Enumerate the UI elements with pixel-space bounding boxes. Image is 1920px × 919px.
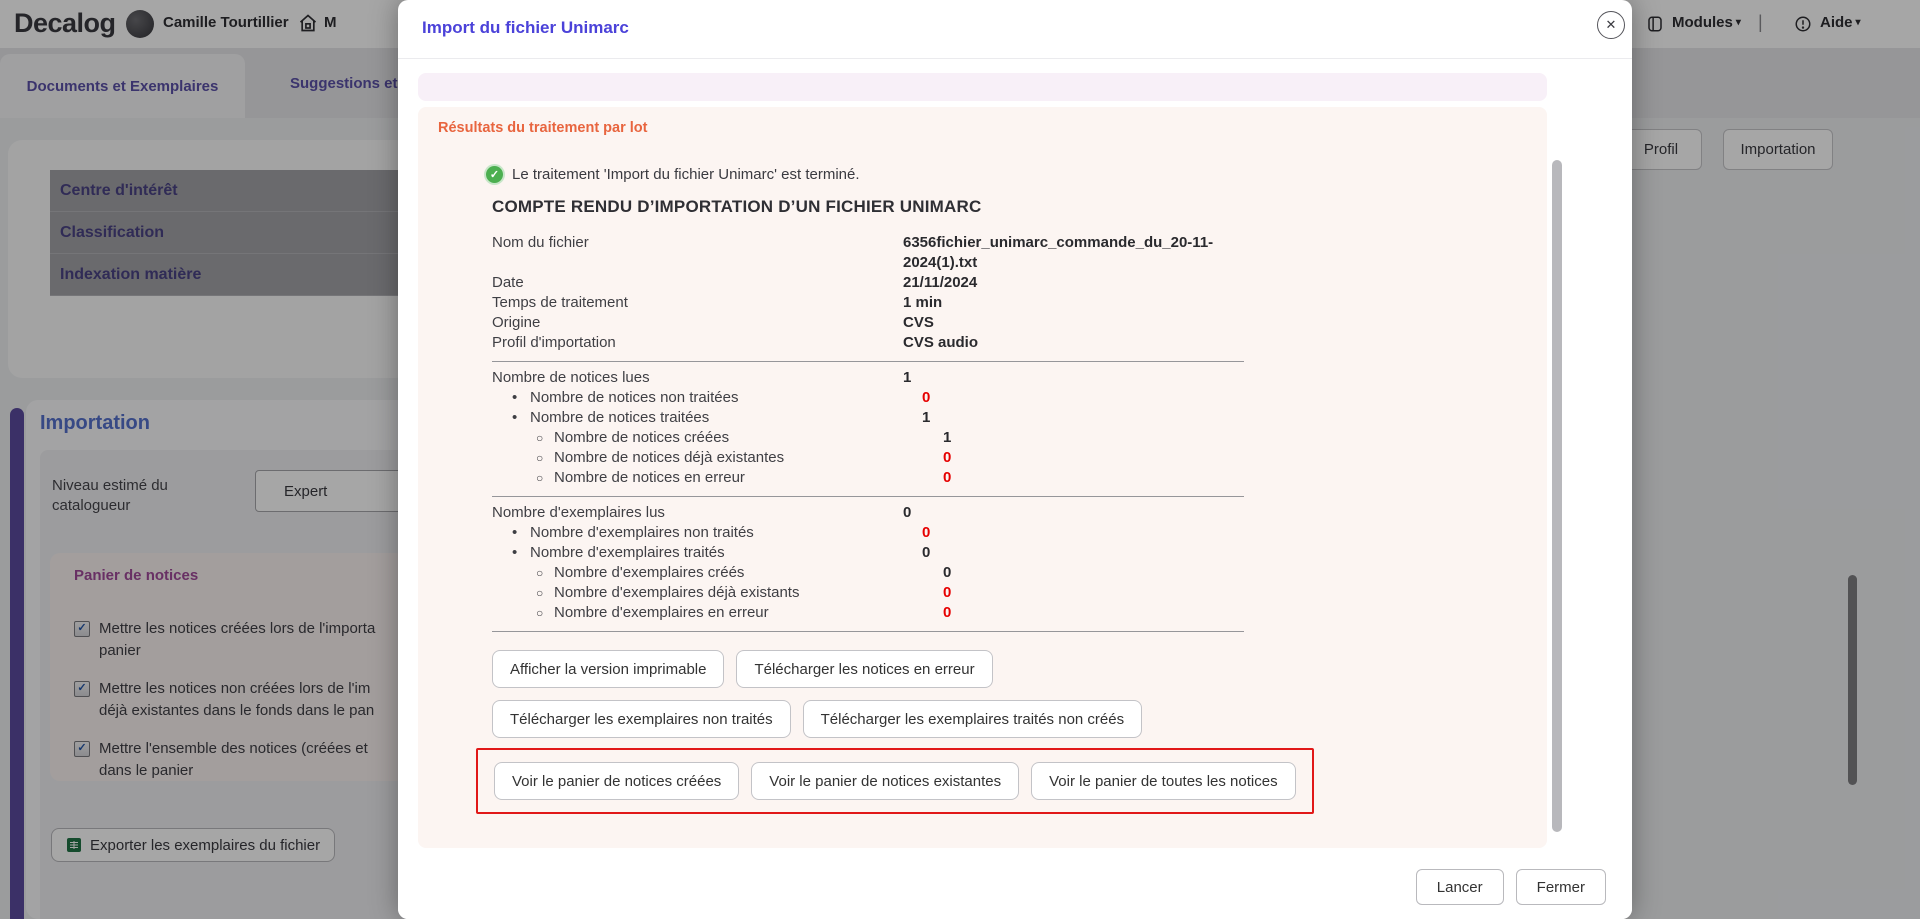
bullet-icon [536,583,554,603]
info-label: Temps de traitement [492,294,628,311]
info-value: 21/11/2024 [903,274,978,291]
action-button[interactable]: Afficher la version imprimable [492,650,724,688]
stat-value: 0 [922,544,931,561]
stat-value: 1 [922,409,931,426]
info-value: CVS [903,314,934,331]
stat-row [492,448,1262,468]
panier-checkbox-item[interactable]: ✓ Mettre les notices créées lors de l'importa panier [74,618,406,662]
stat-row [492,368,1262,388]
stat-label: Nombre de notices créées [554,429,730,446]
stat-value: 0 [943,469,952,486]
action-buttons-row-1 [492,650,1547,688]
fermer-button[interactable]: Fermer [1516,869,1606,905]
results-panel [418,107,1547,848]
stat-value: 0 [943,564,952,581]
report-info-row [492,313,1262,333]
divider [492,361,1244,362]
stat-value: 0 [943,584,952,601]
info-label: Profil d'importation [492,334,616,351]
sidebar-item[interactable]: Centre d'intérêt [50,170,410,212]
section-title: Importation [40,412,150,434]
bullet-icon [536,448,554,468]
chevron-down-icon: ▾ [1735,17,1741,28]
stat-row [492,523,1262,543]
modules-menu[interactable]: Modules ▾ [1672,14,1741,31]
import-unimarc-modal [398,0,1632,919]
stat-value: 0 [922,389,931,406]
app-logo[interactable]: Decalog [14,8,116,38]
voir-panier-button[interactable]: Voir le panier de toutes les notices [1031,762,1295,800]
report-info-row [492,293,1262,313]
stat-row [492,388,1262,408]
stat-label: Nombre de notices déjà existantes [554,449,785,466]
annotation-highlight-box [476,748,1314,814]
bullet-icon [536,468,554,488]
stat-label: Nombre d'exemplaires traités [530,544,725,561]
bullet-icon [536,563,554,583]
lancer-button[interactable]: Lancer [1416,869,1504,905]
modal-title: Import du fichier Unimarc [422,18,629,37]
stat-row [492,503,1262,523]
stat-label: Nombre d'exemplaires créés [554,564,745,581]
voir-panier-button[interactable]: Voir le panier de notices existantes [751,762,1019,800]
modal-subheader-strip [418,73,1547,101]
panier-title: Panier de notices [74,567,199,584]
report-info-table [492,233,1262,353]
status-message: Le traitement 'Import du fichier Unimarc' est terminé. [512,166,860,183]
truncated-menu-item[interactable]: M [324,14,337,31]
chevron-down-icon: ▾ [1855,17,1861,28]
stat-label: Nombre de notices en erreur [554,469,745,486]
exemplaires-stats [492,503,1262,623]
bullet-icon [512,523,530,543]
info-value: 6356fichier_unimarc_commande_du_20-11-2024(1).txt [903,234,1214,271]
action-buttons-row-2 [492,700,1547,738]
report-info-row [492,333,1262,353]
stat-value: 1 [943,429,952,446]
bullet-icon [536,603,554,623]
stat-label: Nombre d'exemplaires en erreur [554,604,769,621]
info-value: CVS audio [903,334,979,351]
panier-checkbox-item[interactable]: ✓ Mettre l'ensemble des notices (créées et dans le panier [74,738,406,782]
topbar-divider: | [1758,12,1763,32]
panier-checkbox-item[interactable]: ✓ Mettre les notices non créées lors de l'im déjà existantes dans le fonds dans le pan [74,678,406,722]
report-info-row [492,233,1262,273]
action-button[interactable]: Télécharger les notices en erreur [736,650,992,688]
stat-label: Nombre de notices lues [492,369,650,386]
info-label: Date [492,274,524,291]
results-title: Résultats du traitement par lot [438,120,648,136]
stat-value: 0 [903,504,912,521]
stat-row [492,603,1262,623]
modal-scrollbar-thumb[interactable] [1552,160,1562,832]
stat-label: Nombre d'exemplaires lus [492,504,665,521]
stat-label: Nombre de notices non traitées [530,389,739,406]
modal-header [398,0,1632,59]
divider [492,631,1244,632]
report-heading: COMPTE RENDU D’IMPORTATION D’UN FICHIER UNIMARC [492,197,982,216]
stat-label: Nombre d'exemplaires déjà existants [554,584,800,601]
stat-row [492,583,1262,603]
info-value: 1 min [903,294,943,311]
action-button[interactable]: Télécharger les exemplaires traités non créés [803,700,1142,738]
user-name[interactable]: Camille Tourtillier [163,14,289,31]
sidebar-item[interactable]: Indexation matière [50,254,410,296]
stat-value: 1 [903,369,912,386]
success-check-icon: ✓ [486,166,503,183]
stat-label: Nombre d'exemplaires non traités [530,524,754,541]
stat-row [492,468,1262,488]
status-row [486,166,1547,183]
stat-label: Nombre de notices traitées [530,409,710,426]
stat-value: 0 [943,449,952,466]
bullet-icon [512,408,530,428]
export-exemplaires-button[interactable]: Exporter les exemplaires du fichier [51,828,335,862]
aide-menu[interactable]: Aide ▾ [1820,14,1861,31]
profil-button[interactable]: Profil [1620,129,1702,170]
niveau-select[interactable]: Expert [255,470,425,512]
notices-stats [492,368,1262,488]
modal-footer [398,855,1632,919]
voir-panier-button[interactable]: Voir le panier de notices créées [494,762,739,800]
tab-suggestions[interactable]: Suggestions et [290,74,398,92]
niveau-label: Niveau estimé du catalogueur [52,477,168,514]
stat-row [492,428,1262,448]
stat-value: 0 [922,524,931,541]
info-label: Origine [492,314,541,331]
tab-documents-et-exemplaires[interactable]: Documents et Exemplaires [0,54,245,118]
report-info-row [492,273,1262,293]
sidebar-item[interactable]: Classification [50,212,410,254]
bullet-icon [512,388,530,408]
action-button[interactable]: Télécharger les exemplaires non traités [492,700,791,738]
stat-row [492,563,1262,583]
stat-row [492,543,1262,563]
info-label: Nom du fichier [492,234,589,251]
importation-button[interactable]: Importation [1723,129,1833,170]
action-buttons-row-3 [494,762,1296,800]
bullet-icon [536,428,554,448]
stat-row [492,408,1262,428]
close-icon[interactable]: ✕ [1597,11,1625,39]
divider [492,496,1244,497]
bullet-icon [512,543,530,563]
stat-value: 0 [943,604,952,621]
